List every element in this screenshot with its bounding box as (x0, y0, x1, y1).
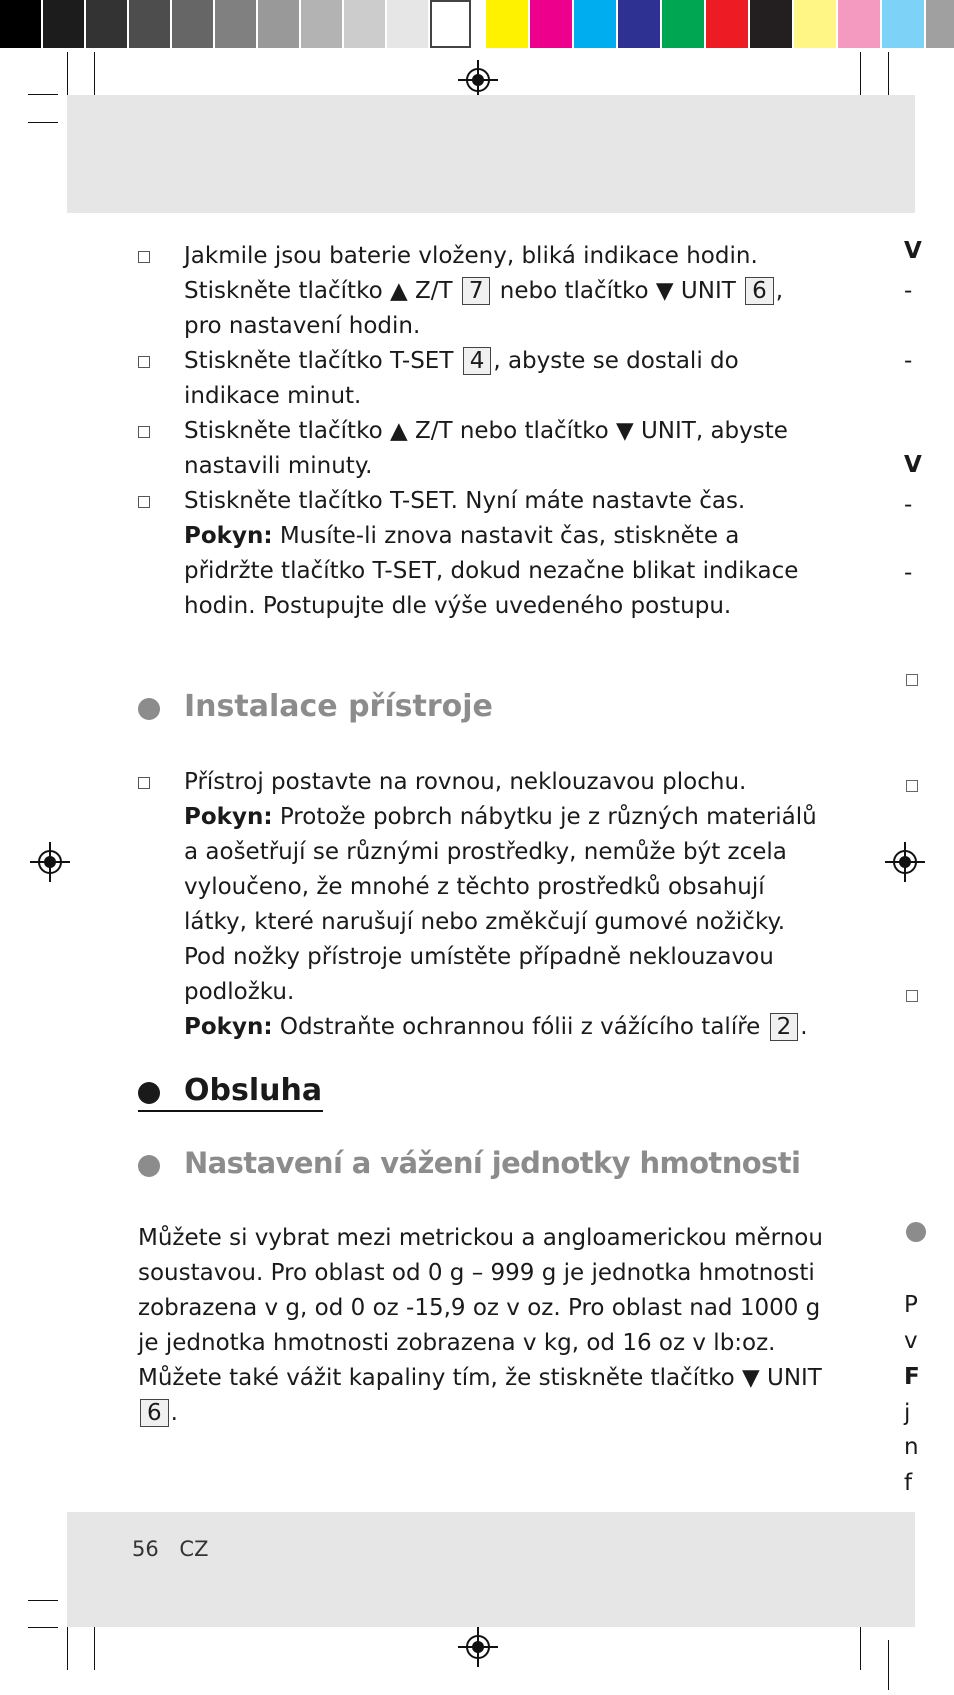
footer-band (67, 1512, 915, 1627)
crop-mark (888, 1640, 889, 1690)
color-swatch (486, 0, 528, 48)
text-run: , pro nastavení hodin. (184, 278, 784, 339)
page-footer (132, 1537, 208, 1561)
part-number-box: 6 (745, 277, 774, 305)
gray-swatch (344, 0, 385, 48)
bullet-dot (138, 1082, 160, 1104)
list-item (138, 484, 818, 624)
color-swatch (794, 0, 836, 48)
list-item (138, 344, 818, 414)
cut-off-text: n (904, 1434, 919, 1460)
color-swatch (926, 0, 954, 48)
cut-off-text: - (904, 492, 913, 518)
crop-mark (28, 94, 58, 95)
bullet-dot (906, 1222, 926, 1242)
checkbox-bullet-icon (906, 780, 918, 792)
color-swatch (574, 0, 616, 48)
cut-off-text: j (904, 1400, 911, 1426)
checkbox-bullet-icon (906, 674, 918, 686)
crop-mark (67, 1620, 68, 1670)
checkbox-bullet-icon (138, 426, 150, 438)
cut-off-text: - (904, 560, 913, 586)
cut-off-text: V (904, 452, 922, 478)
text-run: Stiskněte tlačítko T-SET (184, 348, 461, 374)
crop-mark (28, 122, 58, 123)
page-number: 56 (132, 1537, 159, 1561)
cut-off-text: f (904, 1470, 913, 1496)
text-run: Stiskněte tlačítko ▲ Z/T nebo tlačítko ▼ UNIT, abyste nastavili minuty. (184, 418, 788, 479)
time-setting-steps (138, 239, 818, 624)
color-swatch (618, 0, 660, 48)
cut-off-text: F (904, 1364, 920, 1390)
crop-mark (94, 1620, 95, 1670)
text-run: Můžete si vybrat mezi metrickou a angloamerickou měrnou soustavou. Pro oblast od 0 g – 999 g je jednotka hmotnosti zobrazena v g, od 0 oz -15,9 oz v oz. Pro oblast nad 1000 g je jednotka hmotnosti zobrazena v kg, od 16 oz v lb:oz. Můžete také vážit kapaliny tím, že stiskněte tlačítko ▼ UNIT (138, 1225, 823, 1391)
color-calibration-bar (0, 0, 954, 48)
checkbox-bullet-icon (138, 356, 150, 368)
bullet-dot (138, 1155, 160, 1177)
text-run: . (170, 1400, 178, 1426)
color-swatch (706, 0, 748, 48)
gray-swatch (301, 0, 342, 48)
heading-underline (138, 1110, 323, 1112)
crop-mark (28, 1600, 58, 1601)
checkbox-bullet-icon (138, 777, 150, 789)
registration-mark-right (885, 842, 925, 882)
gray-swatch (387, 0, 428, 48)
registration-mark-bottom (458, 1627, 498, 1667)
units-paragraph (138, 1221, 828, 1431)
cut-off-text: v (904, 1328, 918, 1354)
cut-off-text: V (904, 238, 922, 264)
list-item (138, 239, 818, 344)
text-run: Přístroj postavte na rovnou, neklouzavou plochu. (184, 769, 747, 795)
gray-swatch (129, 0, 170, 48)
gray-swatch (258, 0, 299, 48)
gray-swatch (172, 0, 213, 48)
color-swatch (662, 0, 704, 48)
cut-off-text: - (904, 278, 913, 304)
crop-mark (28, 1627, 58, 1628)
language-code: CZ (179, 1537, 209, 1561)
color-swatch (838, 0, 880, 48)
list-item (138, 414, 818, 484)
part-number-box: 2 (770, 1013, 799, 1041)
registration-mark-left (30, 842, 70, 882)
text-run: Musíte-li znova nastavit čas, stiskněte a přidržte tlačítko T-SET, dokud nezačne blikat indikace hodin. Postupujte dle výše uvedeného postupu. (184, 523, 799, 619)
note-label: Pokyn: (184, 1014, 273, 1040)
note-label: Pokyn: (184, 804, 273, 830)
text-run: nebo tlačítko ▼ UNIT (492, 278, 744, 304)
gray-swatch (430, 0, 471, 48)
list-item (138, 765, 818, 1045)
color-swatch (750, 0, 792, 48)
text-run: , abyste se dostali do indikace minut. (184, 348, 739, 409)
section-title: Nastavení a vážení jednotky hmotnosti (184, 1146, 801, 1180)
color-swatch (882, 0, 924, 48)
cut-off-text: - (904, 348, 913, 374)
section-title: Instalace přístroje (184, 689, 493, 724)
gray-swatch (215, 0, 256, 48)
part-number-box: 6 (140, 1399, 169, 1427)
text-run: Protože pobrch nábytku je z různých materiálů a aošetřují se různými prostředky, nemůže být zcela vyloučeno, že mnohé z těchto prostředků obsahují látky, které narušují nebo změkčují gumové nožičky. Pod nožky přístroje umístěte případně neklouzavou podložku. (184, 804, 817, 1005)
text-run: Jakmile jsou baterie vloženy, bliká indikace hodin. Stiskněte tlačítko ▲ Z/T (184, 243, 758, 304)
gray-swatch (86, 0, 127, 48)
checkbox-bullet-icon (138, 251, 150, 263)
note-label: Pokyn: (184, 523, 273, 549)
installation-steps (138, 765, 818, 1045)
registration-mark-top (458, 60, 498, 100)
gray-swatch (0, 0, 41, 48)
gray-swatch (43, 0, 84, 48)
text-run: Stiskněte tlačítko T-SET. Nyní máte nastavte čas. (184, 488, 746, 514)
part-number-box: 4 (463, 347, 492, 375)
crop-mark (860, 1620, 861, 1670)
section-title: Obsluha (184, 1073, 323, 1108)
part-number-box: 7 (462, 277, 491, 305)
color-swatch (530, 0, 572, 48)
text-run: Odstraňte ochrannou fólii z vážícího talíře (272, 1014, 768, 1040)
checkbox-bullet-icon (906, 990, 918, 1002)
header-band (67, 95, 915, 213)
text-run: . (800, 1014, 808, 1040)
checkbox-bullet-icon (138, 496, 150, 508)
bullet-dot (138, 698, 160, 720)
cut-off-text: P (904, 1292, 918, 1318)
